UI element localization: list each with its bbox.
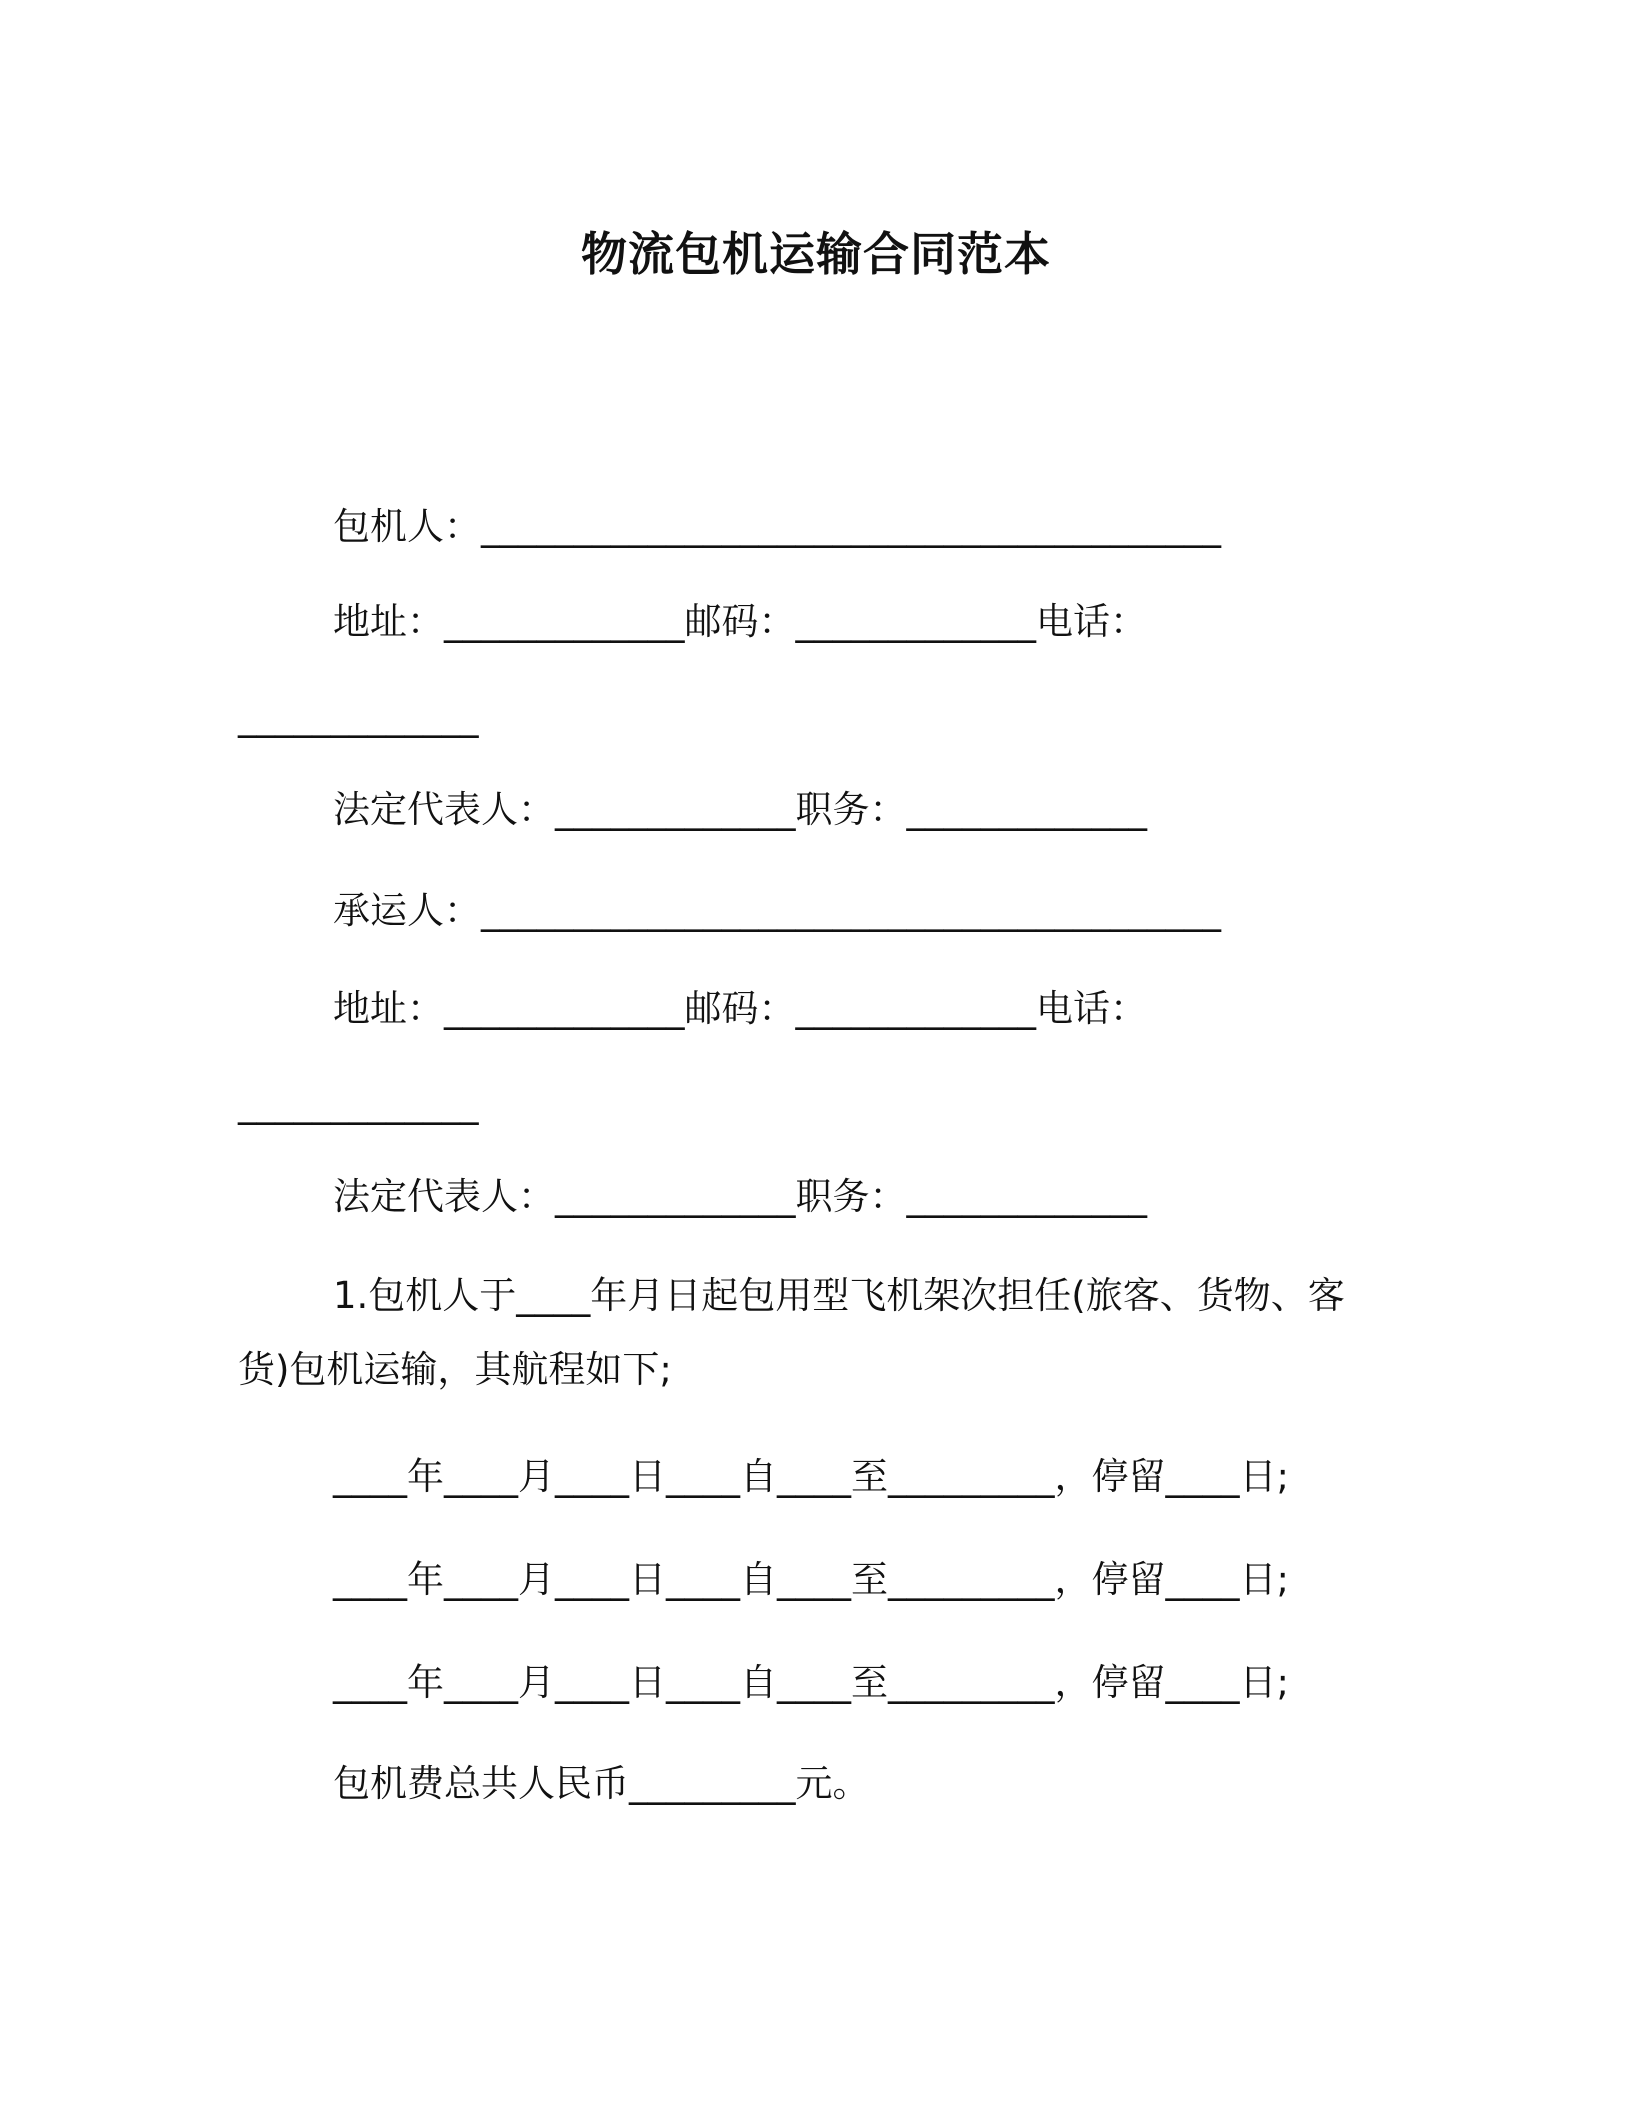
charterer-phone-blank: _____________ [238,695,479,738]
itinerary-row-1: ____年____月____日____自____至_________，停留____日; [333,1455,1289,1498]
charterer-representative-line: 法定代表人：_____________职务：_____________ [333,788,1147,831]
charter-fee-line: 包机费总共人民币_________元。 [333,1762,870,1805]
carrier-address-line: 地址：_____________邮码：_____________电话： [333,987,1147,1030]
charterer-line: 包机人：________________________________________ [333,505,1221,548]
clause-1-line-2: 货)包机运输，其航程如下; [238,1348,672,1391]
itinerary-row-2: ____年____月____日____自____至_________，停留____日; [333,1558,1289,1601]
document-title: 物流包机运输合同范本 [581,227,1051,281]
carrier-representative-line: 法定代表人：_____________职务：_____________ [333,1175,1147,1218]
carrier-phone-blank: _____________ [238,1082,479,1125]
charterer-address-line: 地址：_____________邮码：_____________电话： [333,600,1147,643]
clause-1-line-1: 1.包机人于____年月日起包用型飞机架次担任(旅客、货物、客 [333,1274,1345,1317]
carrier-line: 承运人：________________________________________ [333,889,1221,932]
itinerary-row-3: ____年____月____日____自____至_________，停留____日; [333,1661,1289,1704]
